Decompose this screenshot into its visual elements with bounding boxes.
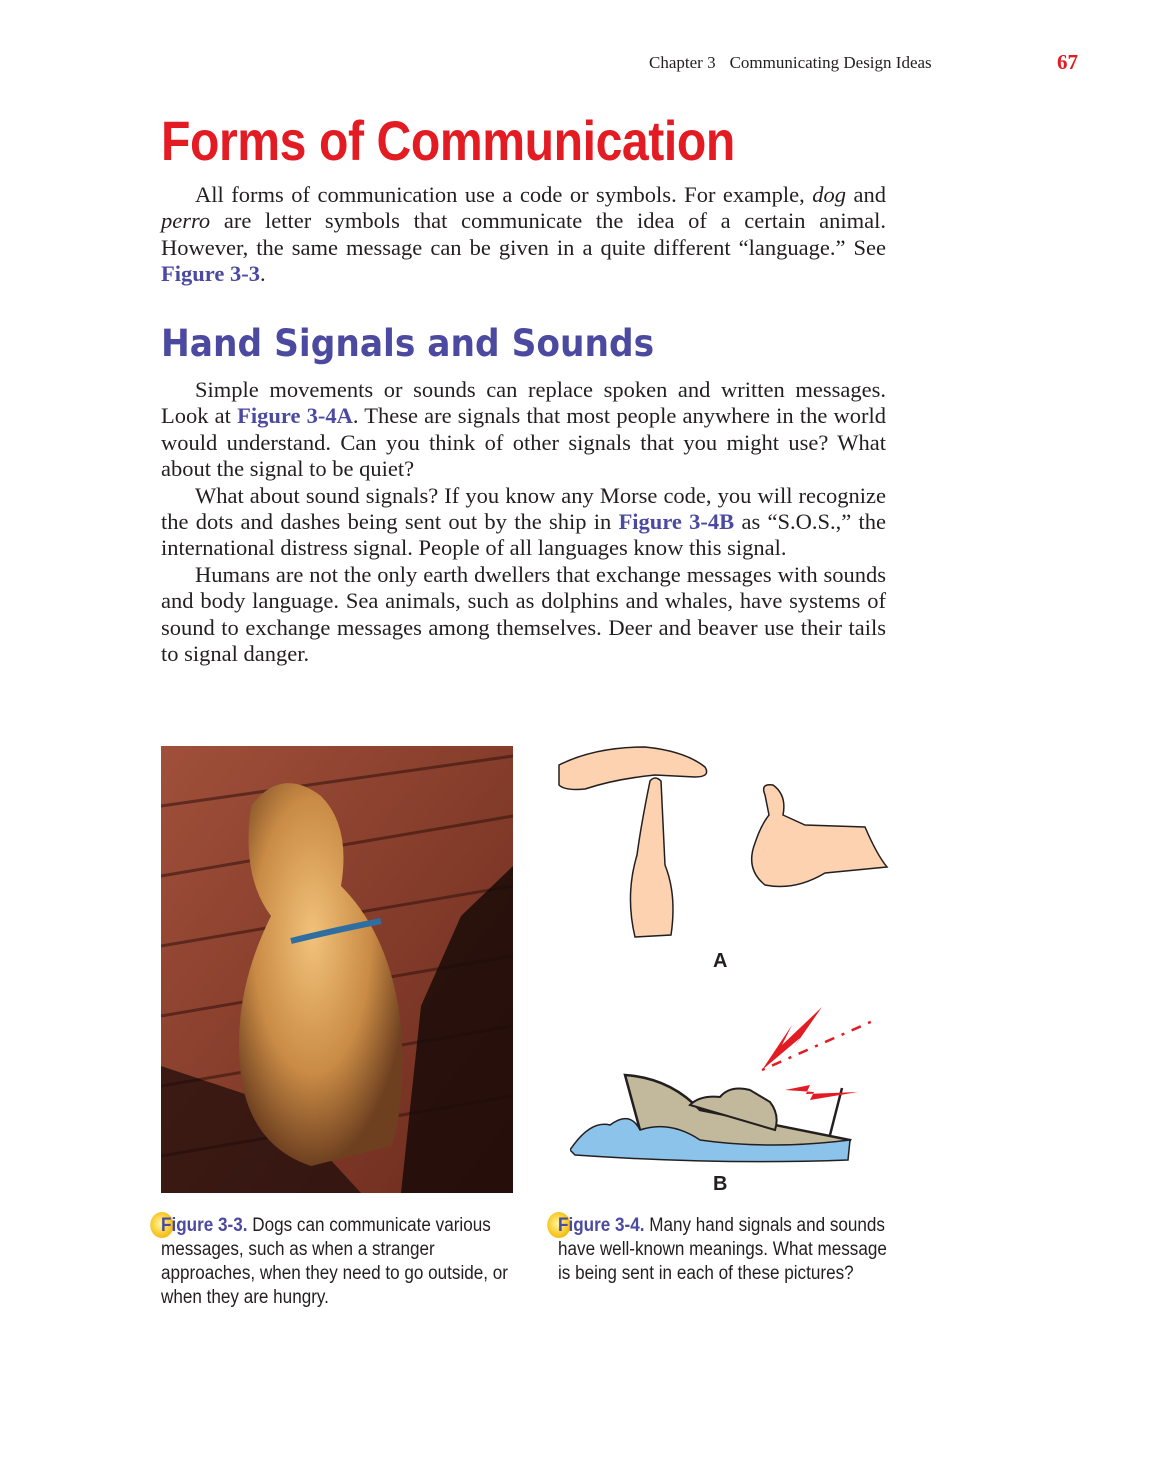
ship-sos-illustration [570,1000,880,1165]
figure-3-4-caption [558,1214,891,1286]
label-text: Figure 3-3. [161,1215,248,1236]
chapter-label: Chapter 3 [649,53,716,72]
figure-link[interactable]: Figure 3-3 [161,261,260,287]
flat-hand-icon [559,747,707,790]
caption-text: Dogs can communicate various messages, such as when a stranger approaches, when they need to go outside, or when they are hungry. [161,1215,509,1308]
chapter-title: Communicating Design Ideas [729,53,932,72]
running-head [649,53,946,73]
page-title: Forms of Communication [161,109,735,172]
italic-term: perro [161,208,211,234]
figure-link[interactable]: Figure 3-4B [618,509,735,535]
figure-3-3-label [161,1215,247,1236]
thumbs-up-hand-icon [752,785,887,887]
section-heading: Hand Signals and Sounds [161,322,655,365]
lightning-signal-icon [785,1085,858,1100]
text: Simple movements or sounds can replace spoken and written messages. Look at [161,377,886,429]
text: and [846,182,886,207]
text: as “S.O.S.,” the international distress signal. People of all languages know this signal. [161,509,886,561]
dog-photo [161,746,513,1193]
text: Humans are not the only earth dwellers that exchange messages with sounds and body language. Sea animals, such as dolphins and whales, have systems of sound to exchange messages among themselves. Deer and beaver use their tails to signal danger. [161,561,886,667]
text: are letter symbols that communicate the idea of a certain animal. However, the same message can be given in a quite different “language.” See [161,208,886,260]
section-body [161,377,886,667]
lightning-signal-icon [762,1007,822,1070]
paragraph [161,377,886,483]
intro-paragraph [161,182,886,288]
italic-term: dog [812,182,847,207]
vertical-hand-icon [630,778,673,937]
figure-part-a-label: A [713,950,728,972]
figure-link[interactable]: Figure 3-4A [237,403,353,429]
text: . These are signals that most people anywhere in the world would understand. Can you think of other signals that you might use? What about the signal to be quiet? [161,403,886,482]
text: What about sound signals? If you know any Morse code, you will recognize the dots and dashes being sent out by the ship in [161,482,886,535]
text: . [259,261,266,287]
figure-part-b-label: B [713,1173,728,1195]
text: All forms of communication use a code or symbols. For example, [195,182,813,207]
paragraph [161,483,886,562]
figure-3-4-label [558,1215,644,1236]
figure-3-3-caption [161,1214,512,1310]
caption-text: Many hand signals and sounds have well-known meanings. What message is being sent in each of these pictures? [558,1215,887,1284]
paragraph [161,562,886,668]
label-text: Figure 3-4. [558,1215,645,1236]
page-number: 67 [1057,50,1078,74]
hand-signals-illustration [555,745,890,945]
